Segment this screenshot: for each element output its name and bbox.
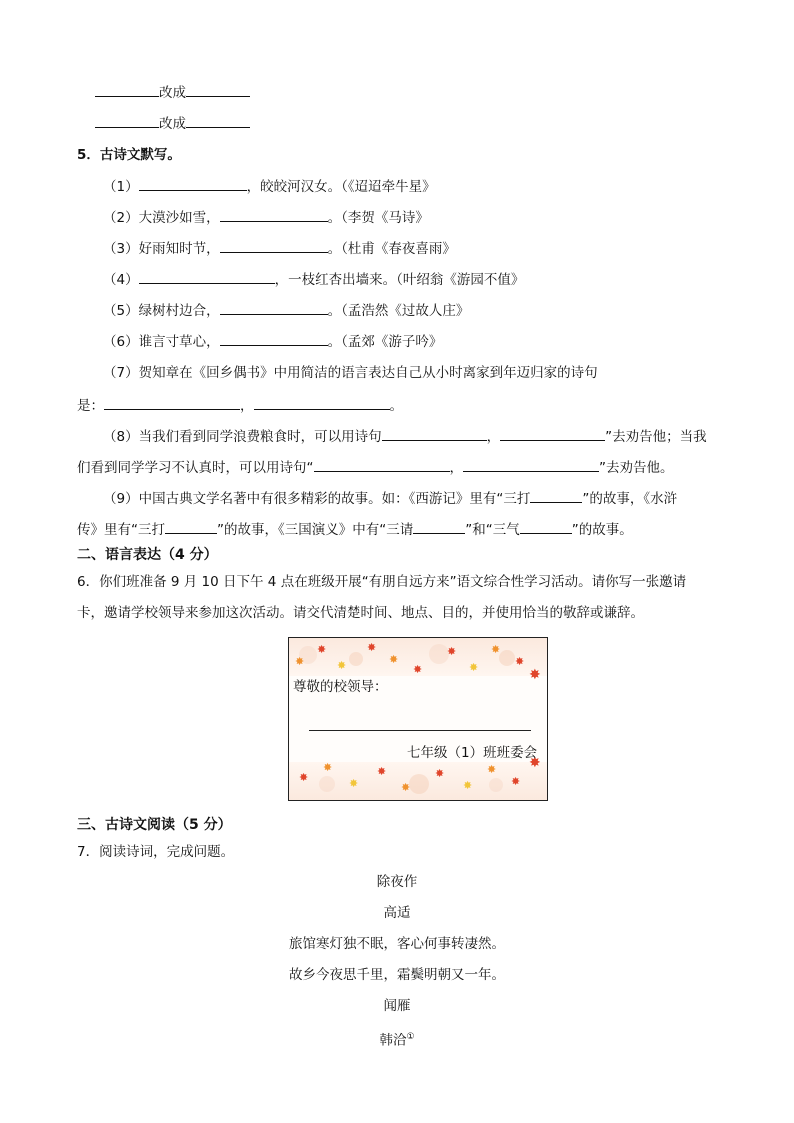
blank[interactable] xyxy=(254,396,390,410)
maple-leaf-icon: ✸ xyxy=(435,767,445,780)
card-signature: 七年级（1）班班委会 xyxy=(407,745,538,761)
maple-leaf-icon: ✸ xyxy=(413,663,423,676)
maple-leaf-icon: ✸ xyxy=(469,661,479,674)
q5-heading: 5．古诗文默写。 xyxy=(77,147,181,163)
poem1-line-1: 旅馆寒灯独不眠，客心何事转凄然。 xyxy=(289,936,505,952)
q5-item-3: （3）好雨知时节， 。（杜甫《春夜喜雨》 xyxy=(103,241,456,257)
maple-leaf-icon: ✸ xyxy=(487,763,497,776)
maple-leaf-icon: ✸ xyxy=(377,765,387,778)
q6-line2: 卡，邀请学校领导来参加这次活动。请交代清楚时间、地点、目的，并使用恰当的敬辞或谦辞。 xyxy=(77,605,644,621)
maple-leaf-icon: ✸ xyxy=(299,771,309,784)
maple-leaf-icon: ✸ xyxy=(511,775,521,788)
q5-item-6: （6）谁言寸草心， 。（孟郊《游子吟》 xyxy=(103,334,443,350)
section-3-heading: 三、古诗文阅读（5 分） xyxy=(77,817,232,833)
blank[interactable] xyxy=(139,270,275,284)
blank[interactable] xyxy=(186,83,250,97)
q5-item-7-line1: （7）贺知章在《回乡偶书》中用简洁的语言表达自己从小时离家到年迈归家的诗句 xyxy=(103,365,598,381)
footnote-mark[interactable]: ① xyxy=(406,1032,415,1042)
maple-leaf-icon: ✸ xyxy=(529,755,541,771)
maple-leaf-icon: ✸ xyxy=(401,781,411,794)
maple-leaf-icon: ✸ xyxy=(295,655,305,668)
q6-line1: 6．你们班准备 9 月 10 日下午 4 点在班级开展“有朋自远方来”语文综合性学习活动。请你写一张邀请 xyxy=(77,574,687,590)
maple-leaf-icon: ✸ xyxy=(529,667,541,683)
revision-line-2: 改成 xyxy=(95,114,250,133)
card-salutation: 尊敬的校领导： xyxy=(293,679,388,695)
poem1-author: 高适 xyxy=(383,905,411,921)
maple-leaf-icon: ✸ xyxy=(447,645,457,658)
maple-leaf-icon: ✸ xyxy=(349,777,359,790)
poem2-title: 闻雁 xyxy=(383,998,411,1014)
maple-leaf-icon: ✸ xyxy=(389,653,399,666)
blank[interactable] xyxy=(413,520,465,534)
card-writing-line[interactable] xyxy=(309,730,531,731)
maple-leaf-icon: ✸ xyxy=(515,655,525,668)
blank[interactable] xyxy=(220,301,328,315)
poem1-title: 除夜作 xyxy=(376,874,418,890)
revision-line-1: 改成 xyxy=(95,83,250,102)
blank[interactable] xyxy=(500,427,605,441)
blank[interactable] xyxy=(314,458,450,472)
q5-item-4: （4） ，一枝红杏出墙来。（叶绍翁《游园不值》 xyxy=(103,272,525,288)
blank[interactable] xyxy=(95,83,159,97)
blank[interactable] xyxy=(104,396,240,410)
maple-leaf-icon: ✸ xyxy=(463,779,473,792)
q5-item-8-line2: 们看到同学学习不认真时，可以用诗句“ ， ”去劝告他。 xyxy=(77,460,674,476)
q7-intro: 7．阅读诗词，完成问题。 xyxy=(77,844,235,860)
section-2-heading: 二、语言表达（4 分） xyxy=(77,547,218,563)
blank[interactable] xyxy=(382,427,487,441)
blank[interactable] xyxy=(165,520,217,534)
decor-dot xyxy=(429,644,449,664)
blank[interactable] xyxy=(220,239,328,253)
q5-item-7-line2: 是： ， 。 xyxy=(77,398,403,414)
q5-item-1: （1） ，皎皎河汉女。（《迢迢牵牛星》 xyxy=(103,179,436,195)
decor-dot xyxy=(409,774,429,794)
maple-leaf-icon: ✸ xyxy=(491,643,501,656)
blank[interactable] xyxy=(186,114,250,128)
blank[interactable] xyxy=(530,489,582,503)
blank[interactable] xyxy=(95,114,159,128)
decor-dot xyxy=(499,650,515,666)
maple-leaf-icon: ✸ xyxy=(337,659,347,672)
q5-item-2: （2）大漠沙如雪， 。（李贺《马诗》 xyxy=(103,210,429,226)
poem2-author: 韩洽① xyxy=(379,1032,415,1049)
blank[interactable] xyxy=(220,208,328,222)
decor-dot xyxy=(319,776,335,792)
poem1-line-2: 故乡今夜思千里，霜鬓明朝又一年。 xyxy=(289,967,505,983)
q5-item-9-line2: 传》里有“三打 ”的故事，《三国演义》中有“三请 ”和“三气 ”的故事。 xyxy=(77,522,633,538)
decor-dot xyxy=(489,778,503,792)
blank[interactable] xyxy=(520,520,572,534)
invitation-card xyxy=(288,637,548,801)
q5-item-5: （5）绿树村边合， 。（孟浩然《过故人庄》 xyxy=(103,303,470,319)
blank[interactable] xyxy=(139,177,247,191)
q5-item-8-line1: （8）当我们看到同学浪费粮食时，可以用诗句 ， ”去劝告他；当我 xyxy=(103,429,707,445)
maple-leaf-icon: ✸ xyxy=(317,643,327,656)
q5-item-9-line1: （9）中国古典文学名著中有很多精彩的故事。如：《西游记》里有“三打 ”的故事，《水浒 xyxy=(103,491,678,507)
decor-dot xyxy=(349,652,363,666)
blank[interactable] xyxy=(220,332,328,346)
blank[interactable] xyxy=(463,458,599,472)
maple-leaf-icon: ✸ xyxy=(323,761,333,774)
maple-leaf-icon: ✸ xyxy=(367,641,377,654)
